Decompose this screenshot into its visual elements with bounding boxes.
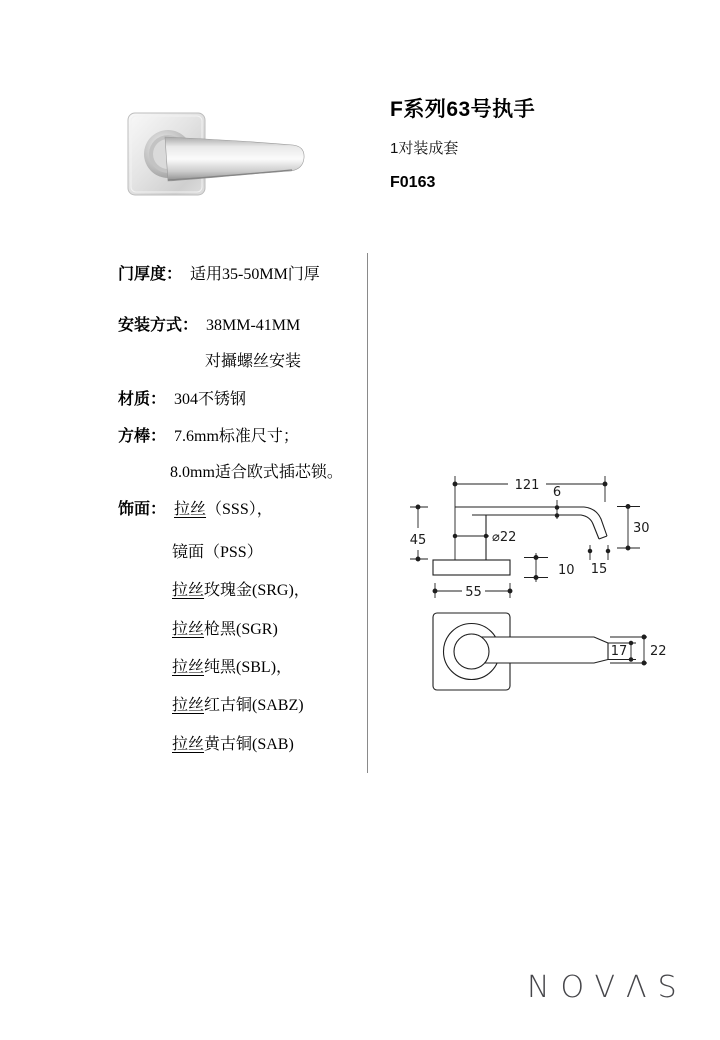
spec-value: 适用35-50MM门厚: [190, 266, 320, 283]
spec-row: [118, 577, 310, 600]
spec-row: [118, 386, 246, 409]
spec-label: 方棒：: [118, 428, 167, 445]
spec-finish-underlined: 拉丝: [174, 501, 207, 518]
dim-bar-thickness-label: 6: [552, 485, 562, 500]
dim-end-outer-label: 22: [650, 644, 667, 659]
rose-width-dimension: [433, 583, 512, 600]
spec-value: 38MM-41MM: [206, 317, 301, 334]
spec-value: （SSS），: [206, 501, 273, 518]
lever-handle: [165, 137, 304, 181]
spec-row: [118, 616, 278, 639]
dim-tip-label: 15: [590, 562, 608, 577]
spec-row: [118, 312, 300, 335]
dim-rose-thickness-label: 10: [558, 563, 575, 578]
spec-finish-underlined: 拉丝: [172, 736, 205, 753]
column-divider: [367, 253, 368, 773]
front-view-outline: [433, 613, 608, 690]
spec-finish-underlined: 拉丝: [172, 659, 205, 676]
spec-value: 7.6mm标准尺寸；: [174, 428, 299, 445]
spec-row-clipped: [118, 266, 378, 286]
spec-value: 黄古铜(SAB): [204, 736, 294, 753]
spec-value: 枪黑(SGR): [204, 621, 278, 638]
dim-drop-label: 30: [633, 521, 650, 536]
spec-label: 饰面：: [118, 501, 167, 518]
spec-finish-underlined: 拉丝: [172, 697, 205, 714]
spec-row: [118, 348, 301, 371]
spec-value: 8.0mm适合欧式插芯锁。: [170, 464, 343, 481]
spec-row: [118, 731, 294, 754]
dim-diameter-label: ⌀22: [492, 530, 517, 545]
spec-value: 纯黑(SBL)，: [204, 659, 293, 676]
spec-row: [118, 496, 273, 519]
spec-value: 对攝螺丝安装: [205, 353, 302, 370]
spec-value: 镜面（PSS）: [172, 544, 263, 561]
spec-finish-underlined: 拉丝: [172, 621, 205, 638]
spec-value: 304不锈钢: [174, 391, 247, 408]
product-title: F系列63号执手: [390, 98, 536, 121]
dim-rose-width-label: 55: [465, 585, 482, 600]
product-model: F0163: [390, 174, 436, 191]
front-view-dimensions: [608, 635, 667, 665]
spec-row: [118, 539, 263, 562]
novas-logo: NOVΛS: [527, 970, 688, 1005]
spec-value: 玫瑰金(SRG)，: [204, 582, 310, 599]
spec-value: 红古铜(SABZ): [204, 697, 304, 714]
side-view-dimensions: [410, 476, 650, 582]
spec-row: [118, 654, 292, 677]
spec-row: [118, 459, 343, 482]
title-block: [390, 98, 535, 192]
spec-label: 材质：: [118, 391, 167, 408]
spec-label: 安装方式：: [118, 317, 199, 334]
spec-label: 门厚度：: [118, 266, 183, 283]
dim-end-inner-label: 17: [610, 644, 628, 659]
spec-row: [118, 692, 304, 715]
product-photo-image: [108, 88, 343, 238]
technical-drawing: [398, 462, 688, 707]
side-view-outline: [433, 507, 607, 575]
dim-length-label: 121: [514, 478, 540, 493]
product-quantity: 1对装成套: [390, 140, 459, 157]
dim-rose-height-label: 45: [409, 533, 427, 548]
spec-row: [118, 423, 299, 446]
spec-finish-underlined: 拉丝: [172, 582, 205, 599]
